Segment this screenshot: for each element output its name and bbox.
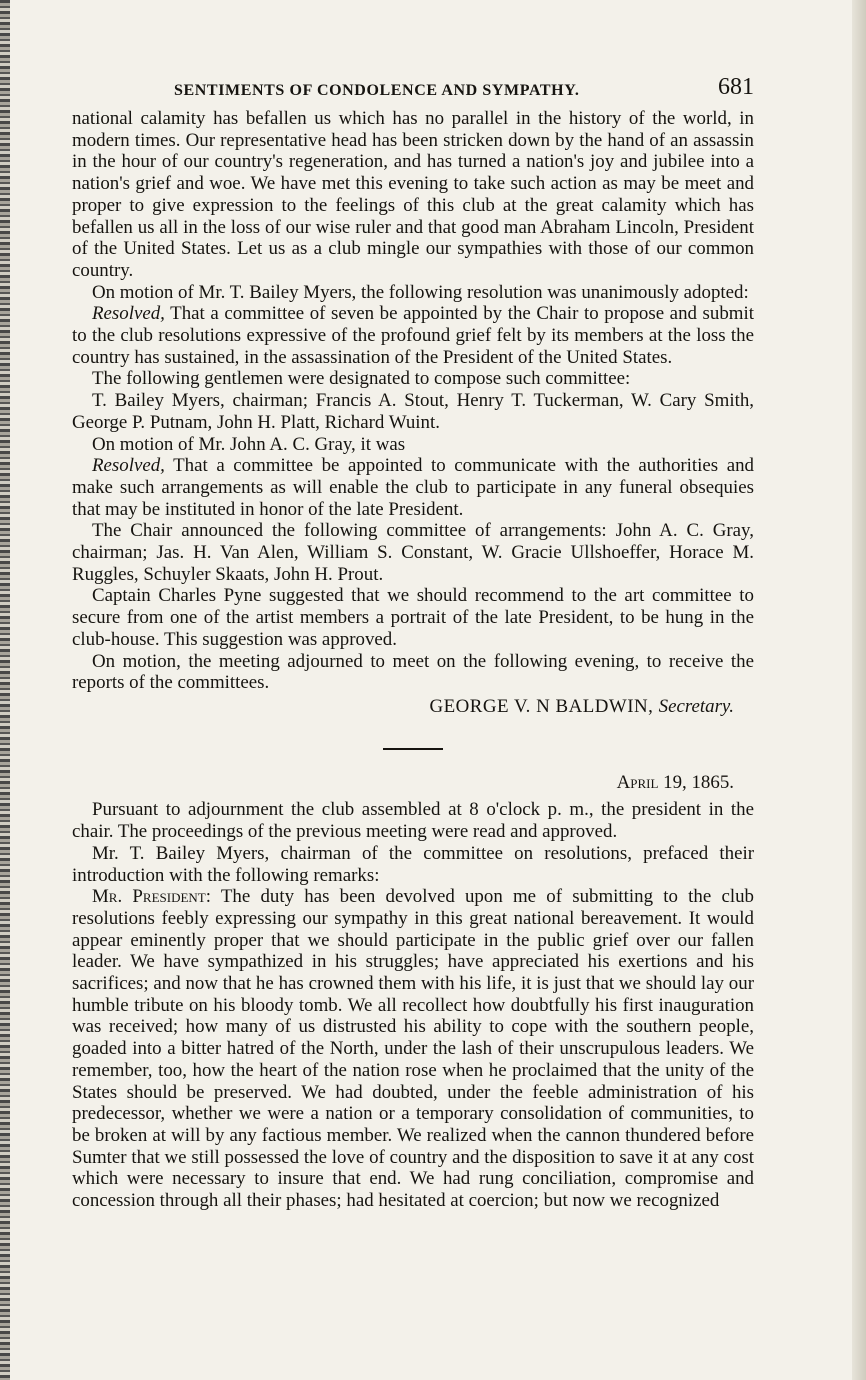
signature-role: Secretary.	[658, 695, 734, 717]
page-number: 681	[718, 74, 754, 100]
section-divider	[383, 748, 443, 750]
paragraph-portrait-suggestion: Captain Charles Pyne suggested that we should recommend to the art committee to secure from one of the artist members a portrait of the late President, to be hung in the club-house. This suggestion was approved.	[72, 585, 754, 650]
address-label: Mr. President:	[92, 886, 211, 908]
paragraph-motion-myers: On motion of Mr. T. Bailey Myers, the following resolution was unanimously adopted:	[92, 281, 749, 303]
resolution-text: That a committee be appointed to communicate with the authorities and make such arrangements as will enable the club to participate in any funeral obsequies that may be instituted in honor of the late President.	[72, 455, 754, 520]
remarks-text: The duty has been devolved upon me of submitting to the club resolutions feebly expressing our sympathy in this great national bereavement. It would appear eminently proper that we should participate in the public grief over our fallen leader. We have sympathized in his struggles; have appreciated his exertions and his sacrifices; and now that he has crowned them with his life, it is just that we should lay our humble tribute on his bloody tomb. We all recollect how doubtfully his first inauguration was received; how many of us distrusted his ability to cope with the southern people, goaded into a bitter hatred of the North, under the lash of their unscrupulous leaders. We remember, too, how the heart of the nation rose when he proclaimed that the unity of the States should be preserved. We had doubted, under the feeble administration of his predecessor, whether we were a nation or a temporary consolidation of communities, to be broken at will by any factious member. We realized when the cannon thundered before Sumter that we still possessed the love of country and the disposition to save it at any cost which were necessary to insure that end. We had rung conciliation, compromise and concession through all their phases; had hesitated at coercion; but now we recognized	[72, 886, 754, 1212]
paragraph-assembled: Pursuant to adjournment the club assembled at 8 o'clock p. m., the president in the chair. The proceedings of the previous meeting were read and approved.	[72, 799, 754, 843]
signature-name: GEORGE V. N BALDWIN,	[429, 695, 654, 717]
page-right-edge	[852, 0, 866, 1380]
secretary-signature	[72, 696, 754, 718]
running-head-title: SENTIMENTS OF CONDOLENCE AND SYMPATHY.	[174, 82, 580, 99]
resolved-label: Resolved,	[92, 303, 165, 325]
paragraph-designated: The following gentlemen were designated to compose such committee:	[92, 368, 631, 390]
paragraph-resolution-committee-seven	[72, 303, 754, 368]
paragraph-myers-remarks	[72, 886, 754, 1212]
paragraph-committee-members: T. Bailey Myers, chairman; Francis A. Stout, Henry T. Tuckerman, W. Cary Smith, George P. Putnam, John H. Platt, Richard Wuint.	[72, 390, 754, 433]
running-head	[72, 72, 754, 108]
paragraph-arrangements-committee: The Chair announced the following committee of arrangements: John A. C. Gray, chairman; Jas. H. Van Alen, William S. Constant, W. Gracie Ullshoeffer, Horace M. Ruggles, Schuyler Skaats, John H. Prout.	[72, 520, 754, 585]
paragraph-motion-gray: On motion of Mr. John A. C. Gray, it was	[92, 433, 406, 455]
paragraph-calamity: national calamity has befallen us which has no parallel in the history of the world, in modern times. Our representative head has been stricken down by the hand of an assassin in the hour of our country's regeneration, and has turned a nation's joy and jubilee into a nation's grief and woe. We have met this evening to take such action as may be meet and proper to give expression to the feelings of this club at the great calamity which has befallen us all in the loss of our wise ruler and that good man Abraham Lincoln, President of the United States. Let us as a club mingle our sympathies with those of our common country.	[72, 108, 754, 281]
meeting-date: April 19, 1865.	[616, 771, 734, 793]
paragraph-resolution-funeral	[72, 455, 754, 520]
resolution-text: That a committee of seven be appointed by the Chair to propose and submit to the club resolutions expressive of the profound grief felt by its members at the loss the country has sustained, in the assassination of the President of the United States.	[72, 303, 754, 368]
book-page	[72, 72, 754, 1212]
page-binding-edge	[0, 0, 10, 1380]
paragraph-adjourned: On motion, the meeting adjourned to meet on the following evening, to receive the reports of the committees.	[72, 650, 754, 694]
resolved-label: Resolved,	[92, 455, 165, 477]
paragraph-myers-introduction: Mr. T. Bailey Myers, chairman of the committee on resolutions, prefaced their introduction with the following remarks:	[72, 842, 754, 886]
